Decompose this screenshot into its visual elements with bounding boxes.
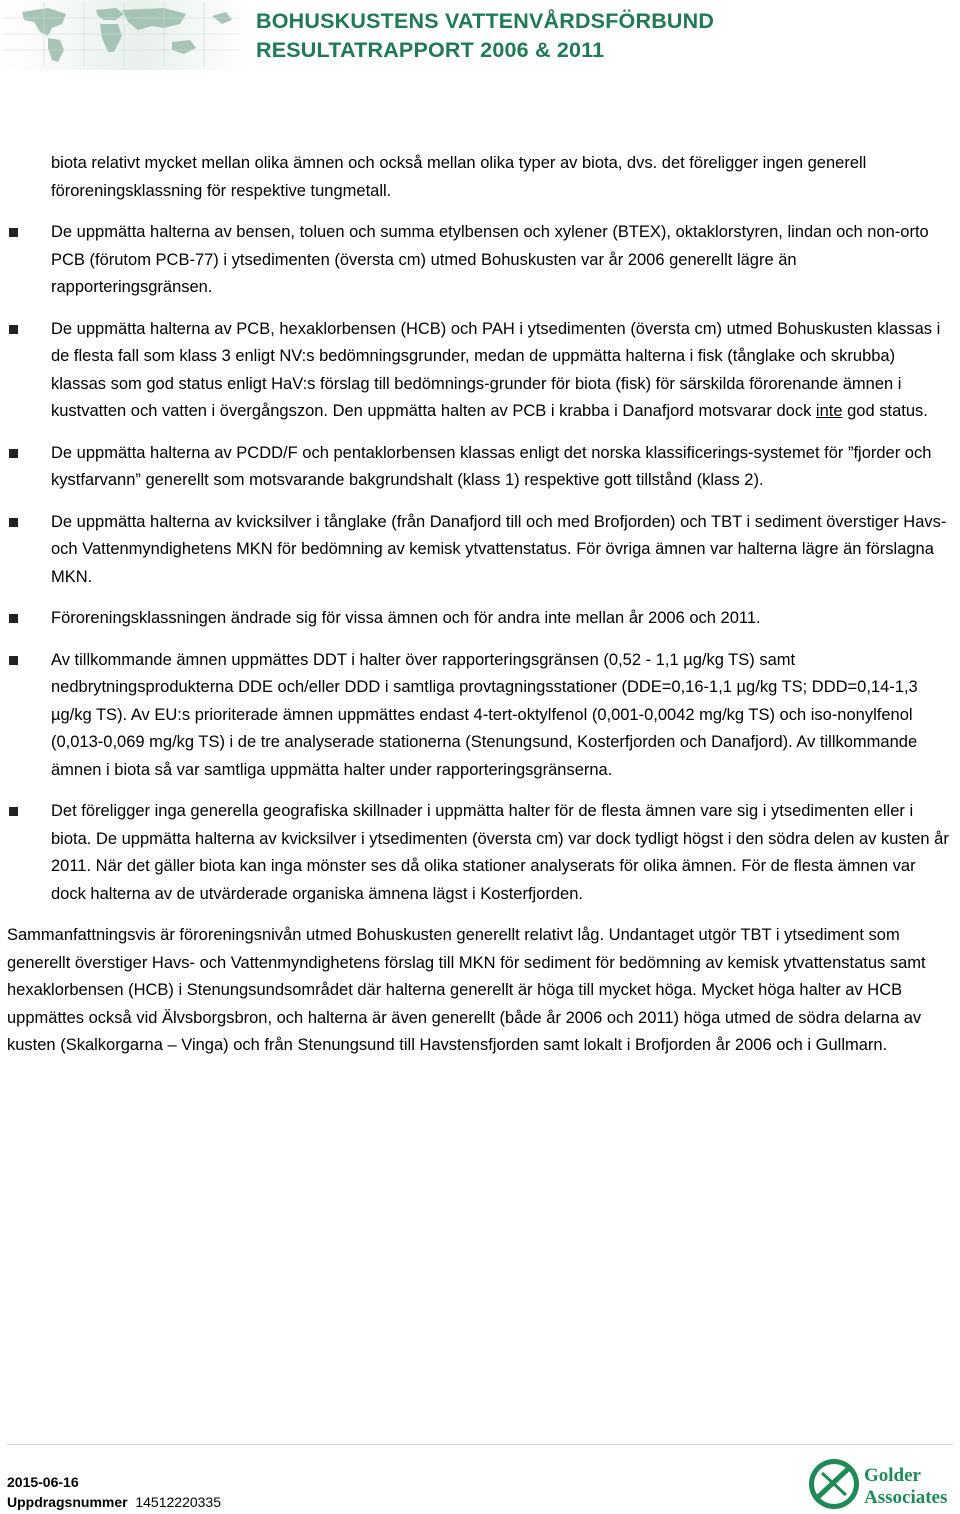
logo-line2: Associates	[864, 1487, 948, 1508]
logo-line1: Golder	[864, 1465, 921, 1486]
world-map-icon	[4, 2, 240, 66]
underlined-word: inte	[815, 402, 843, 420]
square-bullet-icon	[9, 518, 18, 527]
project-label: Uppdragsnummer	[7, 1494, 128, 1510]
list-item	[0, 440, 949, 495]
footer-date: 2015-06-16	[7, 1474, 79, 1490]
list-item-text: De uppmätta halterna av PCDD/F och pentaklorbensen klassas enligt det norska klassificerings-systemet för ”fjorder och kystfarvann” generellt som motsvarande bakgrundshalt (klass 1) respektive gott tillstånd (klass 2).	[51, 443, 932, 489]
list-item	[0, 605, 949, 633]
continued-paragraph: biota relativt mycket mellan olika ämnen och också mellan olika typer av biota, dvs. det föreligger ingen generell föroreningsklassning för respektive tungmetall.	[51, 154, 867, 200]
list-item-text: De uppmätta halterna av kvicksilver i tånglake (från Danafjord till och med Brofjorden) och TBT i sediment överstiger Havs- och Vattenmyndighetens MKN för bedömning av kemisk ytvattenstatus. För övriga ämnen var halterna lägre än förslagna MKN.	[51, 512, 947, 586]
page-header	[0, 0, 960, 70]
list-item	[0, 647, 949, 785]
list-item	[0, 798, 949, 908]
footer-project-number	[7, 1494, 221, 1510]
square-bullet-icon	[9, 656, 18, 665]
footer-divider	[7, 1444, 953, 1445]
square-bullet-icon	[9, 228, 18, 237]
list-item-text: Det föreligger inga generella geografiska skillnader i uppmätta halter för de flesta ämnen vare sig i ytsedimenten eller i biota. De uppmätta halterna av kvicksilver i ytsedimenten (översta cm) var dock tydligt högst i den södra delen av kusten år 2011. När det gäller biota kan inga mönster ses då olika stationer analyserats för olika ämnen. För de flesta ämnen var dock halterna av de utvärderade organiska ämnena lägst i Kosterfjorden.	[51, 802, 949, 903]
header-title-line2: RESULTATRAPPORT 2006 & 2011	[256, 38, 605, 62]
summary-paragraph: Sammanfattningsvis är föroreningsnivån utmed Bohuskusten generellt relativt låg. Undantaget utgör TBT i ytsediment som generellt överstiger Havs- och Vattenmyndighetens förslag till MKN för sediment för bedömning av kemisk ytvattenstatus samt hexaklorbensen (HCB) i Stenungsundsområdet där halterna generellt är höga till mycket höga. Mycket höga halter av HCB uppmättes också vid Älvsborgsbron, och halterna är även generellt (både år 2006 och 2011) höga utmed de södra delarna av kusten (Skalkorgarna – Vinga) och från Stenungsund till Havstensfjorden samt lokalt i Brofjorden år 2006 och i Gullmarn.	[7, 926, 926, 1054]
list-item	[0, 316, 949, 426]
list-item	[0, 509, 949, 592]
document-body	[0, 150, 960, 1060]
header-title-line1: BOHUSKUSTENS VATTENVÅRDSFÖRBUND	[256, 9, 715, 33]
square-bullet-icon	[9, 807, 18, 816]
list-item-text: De uppmätta halterna av bensen, toluen och summa etylbensen och xylener (BTEX), oktaklorstyren, lindan och non-orto PCB (förutom PCB-77) i ytsedimenten (översta cm) utmed Bohuskusten var år 2006 generellt lägre än rapporteringsgränsen.	[51, 223, 929, 296]
list-item-text: Föroreningsklassningen ändrade sig för vissa ämnen och för andra inte mellan år 2006 och 2011.	[51, 609, 761, 627]
list-item-text: Av tillkommande ämnen uppmättes DDT i halter över rapporteringsgränsen (0,52 - 1,1 µg/kg TS) samt nedbrytningsprodukterna DDE och/eller DDD i samtliga provtagningsstationer (DDE=0,16-1,1 µg/kg TS; DDD=0,14-1,3 µg/kg TS). Av EU:s prioriterade ämnen uppmättes endast 4-tert-oktylfenol (0,001-0,0042 mg/kg TS) och iso-nonylfenol (0,013-0,069 mg/kg TS) i de tre analyserade stationerna (Stenungsund, Kosterfjorden och Danafjord). Av tillkommande ämnen i biota så var samtliga uppmätta halter under rapporteringsgränserna.	[51, 650, 918, 779]
square-bullet-icon	[9, 614, 18, 623]
list-item	[0, 219, 949, 302]
findings-list	[0, 219, 960, 908]
project-number: 14512220335	[135, 1494, 222, 1510]
square-bullet-icon	[9, 449, 18, 458]
list-item-text: De uppmätta halterna av PCB, hexaklorbensen (HCB) och PAH i ytsedimenten (översta cm) utmed Bohuskusten klassas i de flesta fall som klass 3 enligt NV:s bedömningsgrunder, medan de uppmätta halterna i fisk (tånglake och skrubba) klassas som god status enligt HaV:s förslag till bedömnings-grunder för biota (fisk) för särskilda förorenande ämnen i kustvatten och vatten i övergångszon. Den uppmätta halten av PCB i krabba i Danafjord motsvarar dock	[51, 319, 941, 420]
square-bullet-icon	[9, 325, 18, 334]
list-item-text-end: god status.	[842, 402, 928, 420]
